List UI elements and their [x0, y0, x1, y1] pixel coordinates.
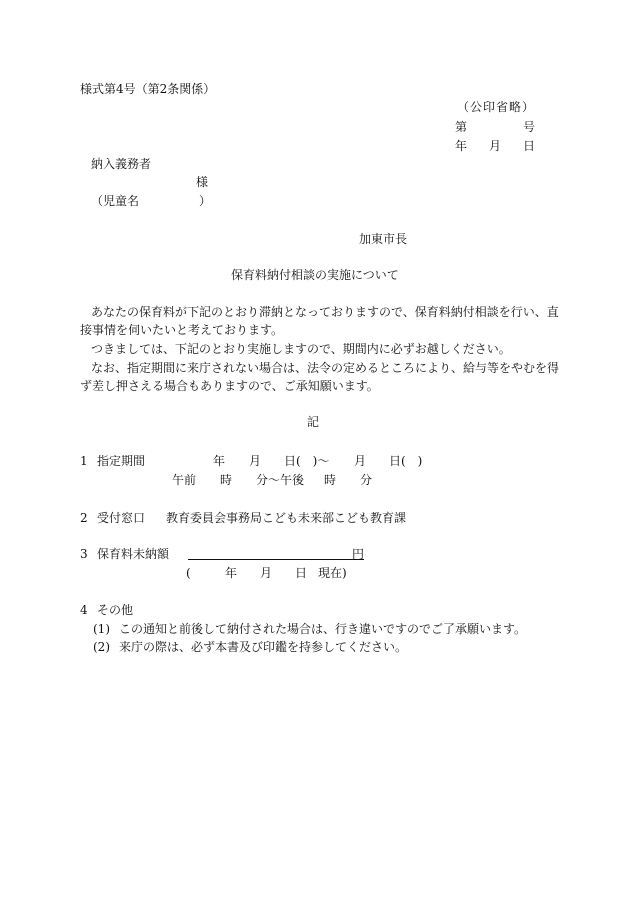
item-1-number: 1 [80, 454, 88, 468]
asof-open: ( [186, 566, 191, 580]
item-3-number: 3 [80, 547, 88, 561]
period-am: 午前 [172, 473, 197, 487]
amount-unit: 円 [352, 547, 365, 561]
item-4-label: その他 [97, 603, 134, 617]
form-id: 様式第4号（第2条関係） [80, 82, 216, 96]
asof-day: 日 [295, 566, 308, 580]
date-month: 月 [489, 139, 502, 153]
item-1-label: 指定期間 [97, 454, 146, 468]
item-4-number: 4 [80, 603, 88, 617]
body-line-5: ず差し押さえる場合もありますので、ご承知願います。 [80, 379, 379, 393]
item-3-label: 保育料未納額 [97, 547, 170, 561]
item-2-label: 受付窓口 [97, 511, 146, 525]
period-day-2: 日( ) [389, 454, 423, 468]
period-min-1-pm: 分～午後 [256, 473, 305, 487]
doc-number-prefix: 第 [455, 120, 468, 134]
date-day: 日 [523, 139, 536, 153]
period-hour-2: 時 [324, 473, 337, 487]
body-line-4: なお、指定期間に来庁されない場合は、法令の定めるところにより、給与等をやむを得 [91, 361, 560, 375]
child-name-open: （児童名 [91, 194, 140, 208]
note-1-text: この通知と前後して納付された場合は、行き違いですのでご了承願います。 [119, 622, 527, 636]
date-year: 年 [455, 139, 468, 153]
item-2-number: 2 [80, 511, 88, 525]
period-hour-1: 時 [220, 473, 233, 487]
asof-month: 月 [260, 566, 273, 580]
asof-label: 現在) [318, 566, 347, 580]
document-title: 保育料納付相談の実施について [231, 268, 399, 282]
period-min-2: 分 [360, 473, 373, 487]
doc-number-suffix: 号 [523, 120, 536, 134]
period-month-1: 月 [249, 454, 262, 468]
seal-omitted-note: （公印省略） [457, 100, 536, 114]
body-line-1: あなたの保育料が下記のとおり滞納となっておりますので、保育料納付相談を行い、直 [91, 305, 559, 319]
note-1-number: (1) [93, 622, 110, 636]
period-month-2: 月 [354, 454, 367, 468]
note-2-number: (2) [93, 640, 110, 654]
ki-heading: 記 [307, 415, 320, 429]
note-2-text: 来庁の際は、必ず本書及び印鑑を持参してください。 [119, 640, 408, 654]
body-line-3: つきましては、下記のとおり実施しますので、期間内に必ずお越しください。 [91, 342, 511, 356]
recipient-honorific: 様 [196, 175, 209, 189]
period-day-1: 日( )～ [284, 454, 330, 468]
amount-underline [188, 559, 364, 560]
period-year: 年 [213, 454, 226, 468]
desk-value: 教育委員会事務局こども未来部こども教育課 [166, 511, 407, 525]
recipient-label: 納入義務者 [91, 157, 152, 171]
body-line-2: 接事情を伺いたいと考えております。 [80, 323, 284, 337]
child-name-close: ） [199, 194, 212, 208]
sender: 加東市長 [359, 232, 408, 246]
asof-year: 年 [225, 566, 238, 580]
